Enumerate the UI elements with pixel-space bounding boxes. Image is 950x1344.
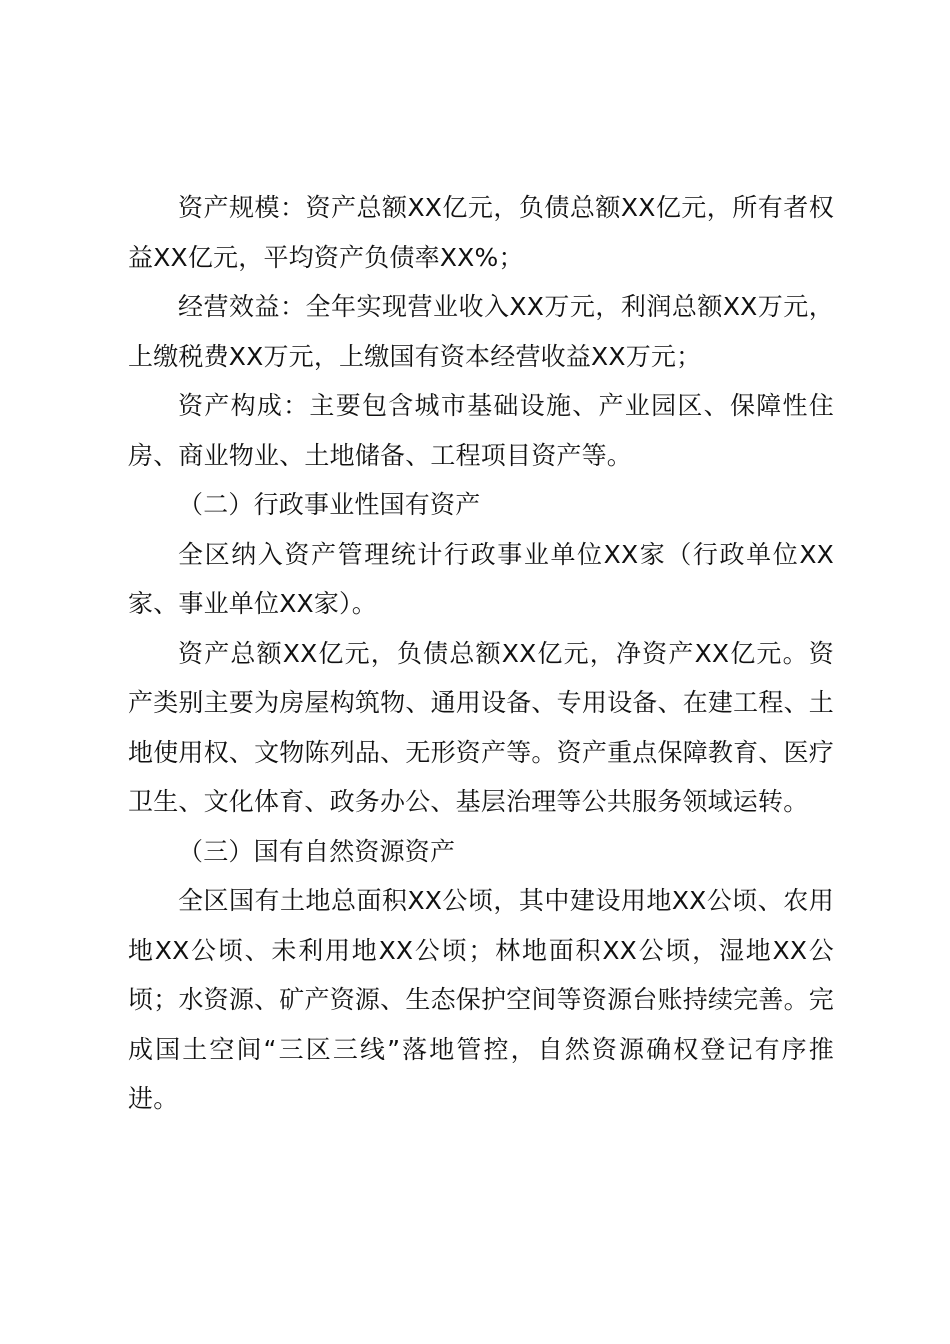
paragraph-admin-assets: 资产总额XX亿元，负债总额XX亿元，净资产XX亿元。资产类别主要为房屋构筑物、通用设备、专用设备、在建工程、土地使用权、文物陈列品、无形资产等。资产重点保障教育、医疗卫生、文化体育、政务办公、基层治理等公共服务领域运转。 <box>128 638 834 816</box>
paragraph-asset-scale: 资产规模：资产总额XX亿元，负债总额XX亿元，所有者权益XX亿元，平均资产负债率XX%； <box>128 193 834 272</box>
section-heading-natural-resources: （三）国有自然资源资产 <box>178 836 456 866</box>
document-body <box>128 183 834 1124</box>
paragraph-admin-units: 全区纳入资产管理统计行政事业单位XX家（行政单位XX家、事业单位XX家）。 <box>128 539 834 618</box>
paragraph-asset-composition: 资产构成：主要包含城市基础设施、产业园区、保障性住房、商业物业、土地储备、工程项目资产等。 <box>128 391 834 470</box>
paragraph-natural-resources: 全区国有土地总面积XX公顷，其中建设用地XX公顷、农用地XX公顷、未利用地XX公顷；林地面积XX公顷，湿地XX公顷；水资源、矿产资源、生态保护空间等资源台账持续完善。完成国土空间“三区三线”落地管控，自然资源确权登记有序推进。 <box>128 886 834 1113</box>
paragraph-operating-benefit: 经营效益：全年实现营业收入XX万元，利润总额XX万元，上缴税费XX万元，上缴国有资本经营收益XX万元； <box>128 292 834 371</box>
section-heading-administrative-assets: （二）行政事业性国有资产 <box>178 490 481 519</box>
